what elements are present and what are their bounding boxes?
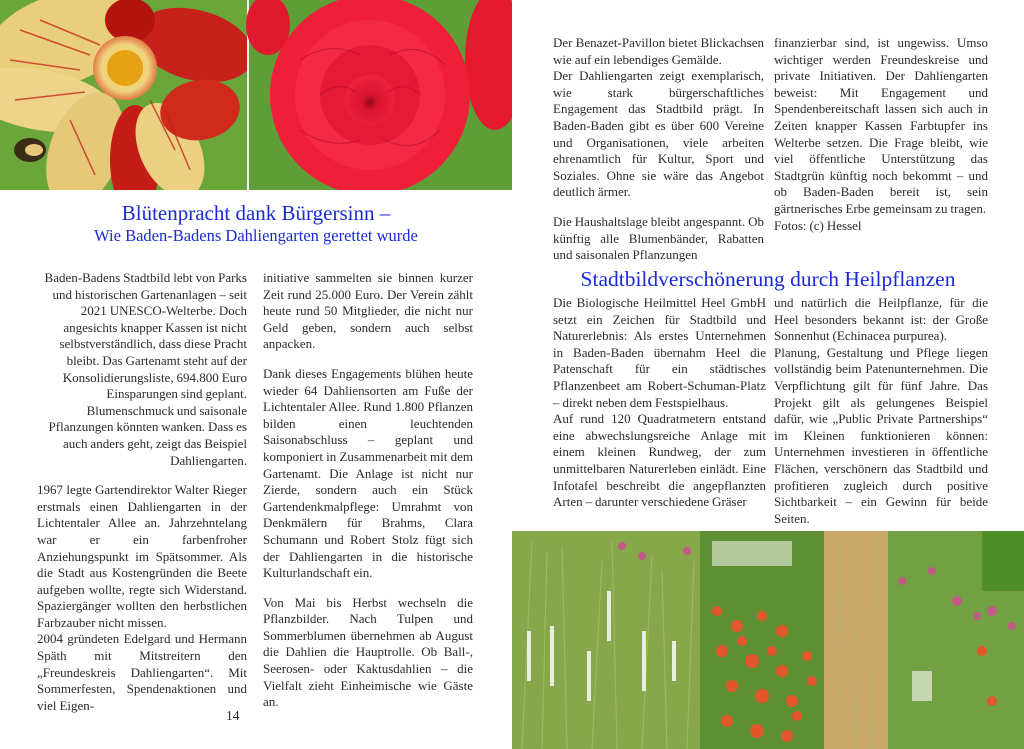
plant-bed-photo-illustration xyxy=(512,531,1024,749)
body-paragraph: Von Mai bis Herbst wechseln die Pflanzbilder. Nach Tulpen und Sommerblumen übernehmen ab August die Dahlien die Hauptrolle. Ob Ball-, Seerosen- oder Kaktusdahlien – die Vielfalt zieht Einheimische wie Gäste an. xyxy=(263,594,473,710)
plant-bed-photo xyxy=(512,531,1024,749)
body-paragraph: Planung, Gestaltung und Pflege liegen vollständig beim Patenunternehmen. Die Verpflichtung gilt für fünf Jahre. Das Projekt gilt als gelungenes Beispiel dafür, wie „Public Private Partnerships“ im Kleinen funktionieren können: Unternehmen investieren in öffentliche Flächen, verschönern das Stadtbild und profitieren zugleich durch positive Sichtbarkeit – ein Gewinn für beide Seiten. xyxy=(774,344,988,526)
page-number: 14 xyxy=(226,708,240,723)
body-paragraph: initiative sammelten sie binnen kurzer Zeit rund 25.000 Euro. Der Verein zählt heute rund 50 Mitglieder, die nicht nur Geld geben, sondern auch selbst anpacken. xyxy=(263,270,473,352)
right-column-4 xyxy=(774,295,988,527)
left-page xyxy=(0,0,512,726)
body-paragraph: und natürlich die Heilpflanze, für die Heel besonders bekannt ist: der Große Sonnenhut (Echinacea purpurea). xyxy=(774,295,988,344)
body-paragraph: finanzierbar sind, ist ungewiss. Umso wichtiger werden Freundeskreise und private Initiativen. Der Dahliengarten beweist: Mit Engagement und Spendenbereitschaft lassen sich auch in Zeiten knapper Kassen Farbtupfer ins Welterbe setzen. Die Frage bleibt, wie viel öffentliche Unterstützung das Stadtgrün künftig noch bekommt – und ob Baden-Baden bereit ist, sein gärtnerisches Erbe gemeinsam zu tragen. xyxy=(774,35,988,216)
body-paragraph: Auf rund 120 Quadratmetern entstand eine abwechslungsreiche Anlage mit einem kleinen Rundweg, der zum unmittelbaren Naturerleben einlädt. Eine Infotafel beschreibt die angepflanzten Arten – darunter verschiedene Gräser xyxy=(553,411,766,510)
article-headline xyxy=(0,202,512,244)
left-column-1 xyxy=(37,270,247,714)
article-headline-2: Stadtbildverschönerung durch Heilpflanzen xyxy=(580,267,956,291)
right-column-3 xyxy=(553,295,766,511)
body-paragraph: Dank dieses Engagements blühen heute wieder 64 Dahliensorten am Fuße der Lichtentaler Allee. Rund 1.800 Pflanzen bilden einen leuchtenden Saisonabschluss – geplant und komponiert in Zusammenarbeit mit dem Gartenamt. Die Anlage ist nicht nur Zierde, sondern auch ein Stück Gartendenkmalpflege: Umrahmt von Denkmälern für Brahms, Clara Schumann und Robert Stolz fügt sich der Dahliengarten in die historische Kulturlandschaft ein. xyxy=(263,365,473,581)
headline-title: Blütenpracht dank Bürgersinn – xyxy=(121,201,391,225)
body-paragraph: Die Biologische Heilmittel Heel GmbH setzt ein Zeichen für Stadtbild und Naturerlebnis: Als erstes Unternehmen in Baden-Baden übernahm Heel die Patenschaft für ein städtisches Pflanzenbeet am Robert-Schuman-Platz – direkt neben dem Festspielhaus. xyxy=(553,295,766,410)
photo-credit: Fotos: (c) Hessel xyxy=(774,217,862,233)
right-column-2 xyxy=(774,35,988,234)
body-paragraph: Der Benazet-Pavillon bietet Blickachsen wie auf ein lebendiges Gemälde. xyxy=(553,35,764,67)
body-paragraph: Die Haushaltslage bleibt angespannt. Ob künftig alle Blumenbänder, Rabatten und saisonalen Pflanzungen xyxy=(553,213,764,263)
headline-subtitle: Wie Baden-Badens Dahliengarten gerettet wurde xyxy=(94,226,418,246)
body-paragraph: 2004 gründeten Edelgard und Hermann Späth mit Mitstreitern den „Freundeskreis Dahliengarten“. Mit Sommerfesten, Spendenaktionen und viel Eigen- xyxy=(37,631,247,713)
body-paragraph: Der Dahliengarten zeigt exemplarisch, wie stark bürgerschaftliches Engagement das Stadtbild prägt. In Baden-Baden gibt es über 600 Vereine und Organisationen, viele arbeiten ehrenamtlich für Kultur, Sport und Soziales. Ohne sie wäre das Angebot deutlich ärmer. xyxy=(553,68,764,200)
left-column-2 xyxy=(263,270,473,711)
right-page xyxy=(512,0,1024,726)
body-paragraph: 1967 legte Gartendirektor Walter Rieger erstmals einen Dahliengarten in der Lichtentaler Allee an. Jahrzehntelang war er ein farbenfroher Anziehungspunkt im Spätsommer. Als die Stadt aus Kostengründen die Beete aufgeben wollte, regte sich Widerstand. Spaziergänger wollten den herbstlichen Farbzauber nicht missen. xyxy=(37,482,247,630)
right-column-1 xyxy=(553,35,764,264)
intro-paragraph: Baden-Badens Stadtbild lebt von Parks und historischen Gartenanlagen – seit 2021 UNESCO-Welterbe. Doch angesichts knapper Kassen ist nicht selbstverständlich, dass diese Pracht bleibt. Das Gartenamt steht auf der Konsolidierungsliste, 694.800 Euro Einsparungen sind geplant. Blumenschmuck und saisonale Pflanzungen könnten wanken. Dass es auch anders geht, zeigt das Beispiel Dahliengarten. xyxy=(44,270,247,468)
dahlia-photo-illustration xyxy=(0,0,512,190)
dahlia-photo xyxy=(0,0,512,190)
